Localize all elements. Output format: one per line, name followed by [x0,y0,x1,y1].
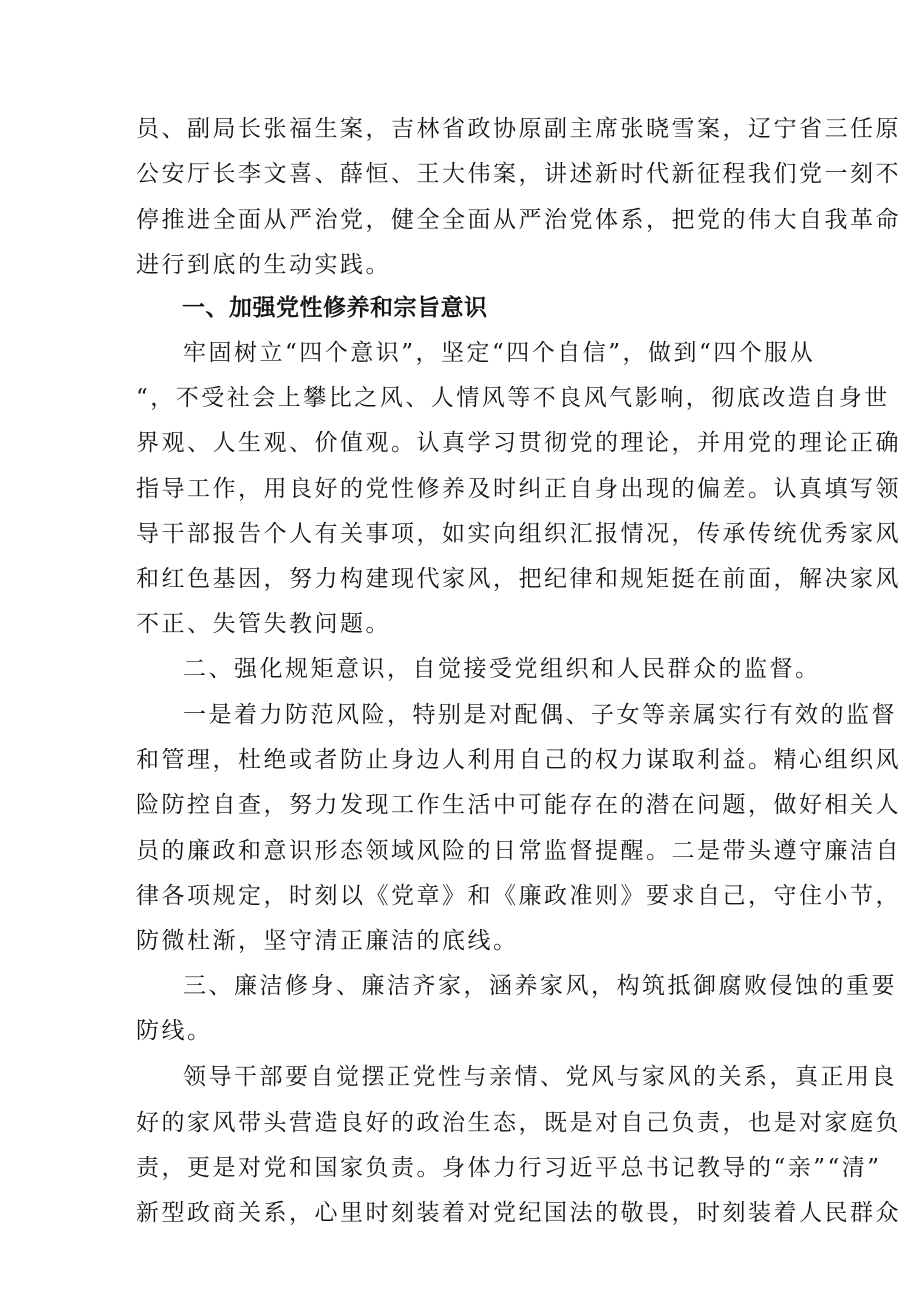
paragraph-line: 界观、人生观、价值观。认真学习贯彻党的理论，并用党的理论正确 [136,430,901,456]
paragraph-line: 牢固树立“四个意识”，坚定“四个自信”，做到“四个服从 [183,340,816,366]
paragraph-line: 责，更是对党和国家负责。身体力行习近平总书记教导的“亲”“清” [136,1155,882,1181]
paragraph-line: 停推进全面从严治党，健全全面从严治党体系，把党的伟大自我革命 [136,207,901,233]
paragraph-line: 防微杜渐，坚守清正廉洁的底线。 [136,928,519,954]
section-heading-1: 一、加强党性修养和宗旨意识 [182,295,488,321]
paragraph-line: 防线。 [136,1018,213,1044]
paragraph-line: 公安厅长李文喜、薛恒、王大伟案，讲述新时代新征程我们党一刻不 [136,161,901,187]
paragraph-line: 一是着力防范风险，特别是对配偶、子女等亲属实行有效的监督 [183,702,897,728]
paragraph-line: 险防控自查，努力发现工作生活中可能存在的潜在问题，做好相关人 [136,792,901,818]
paragraph-line: 新型政商关系，心里时刻装着对党纪国法的敬畏，时刻装着人民群众 [136,1200,901,1226]
paragraph-line: 和红色基因，努力构建现代家风，把纪律和规矩挺在前面，解决家风 [136,566,901,592]
paragraph-line: 员、副局长张福生案，吉林省政协原副主席张晓雪案，辽宁省三任原 [136,116,901,142]
section-heading-2: 二、强化规矩意识，自觉接受党组织和人民群众的监督。 [183,656,821,682]
paragraph-line: 指导工作，用良好的党性修养及时纠正自身出现的偏差。认真填写领 [136,476,901,502]
paragraph-line: 员的廉政和意识形态领域风险的日常监督提醒。二是带头遵守廉洁自 [136,838,901,864]
paragraph-line: 不正、失管失教问题。 [136,611,391,637]
paragraph-line: 导干部报告个人有关事项，如实向组织汇报情况，传承传统优秀家风 [136,521,901,547]
paragraph-line: 和管理，杜绝或者防止身边人利用自己的权力谋取利益。精心组织风 [136,747,901,773]
paragraph-line: 律各项规定，时刻以《党章》和《廉政准则》要求自己，守住小节， [136,883,901,909]
paragraph-line: “，不受社会上攀比之风、人情风等不良风气影响，彻底改造自身世 [136,385,890,411]
paragraph-line: 好的家风带头营造良好的政治生态，既是对自己负责，也是对家庭负 [136,1110,901,1136]
section-heading-3: 三、廉洁修身、廉洁齐家，涵养家风，构筑抵御腐败侵蚀的重要 [183,973,897,999]
paragraph-line: 领导干部要自觉摆正党性与亲情、党风与家风的关系，真正用良 [183,1064,897,1090]
paragraph-line: 进行到底的生动实践。 [136,252,391,278]
